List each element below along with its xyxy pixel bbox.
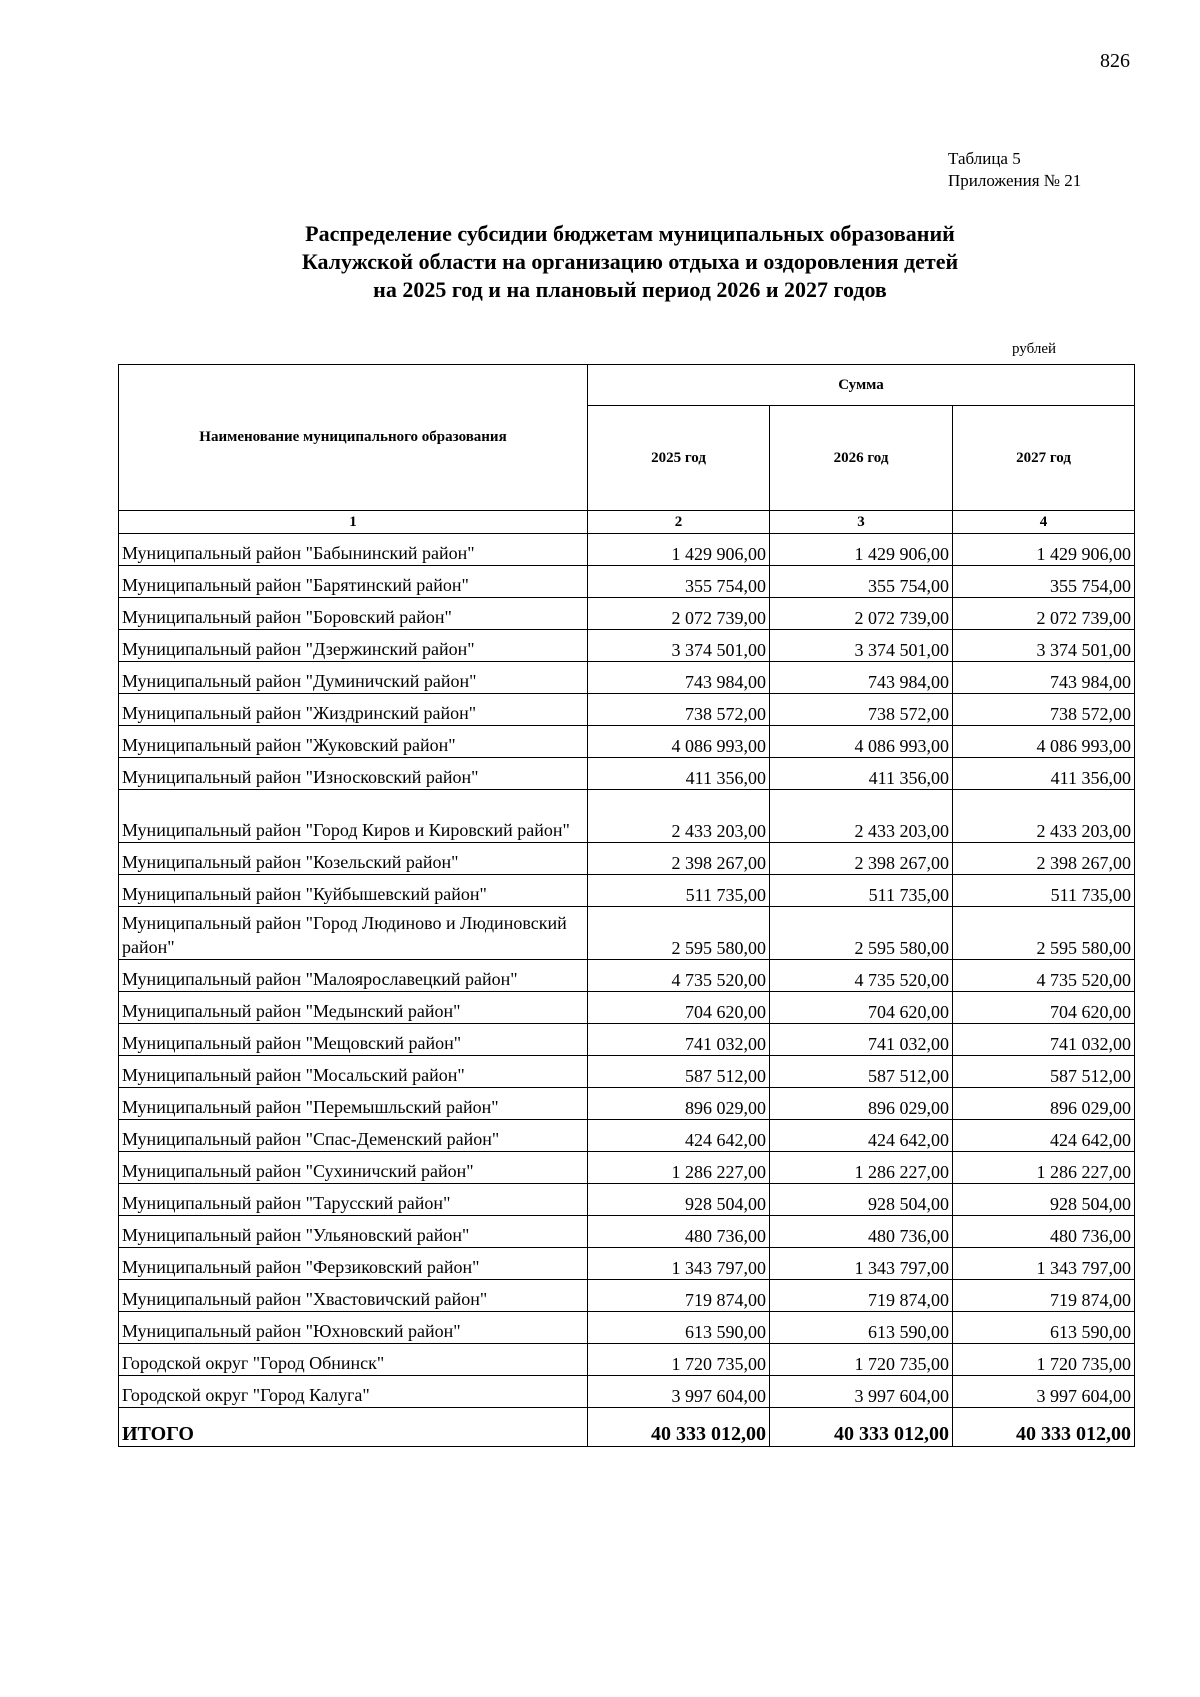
title-line-1: Распределение субсидии бюджетам муниципальных образований — [305, 221, 955, 246]
total-row — [119, 1408, 1135, 1447]
value-2025: 3 997 604,00 — [588, 1376, 770, 1408]
value-2026: 3 374 501,00 — [770, 630, 953, 662]
value-2025: 355 754,00 — [588, 566, 770, 598]
value-2025: 1 429 906,00 — [588, 534, 770, 566]
value-2027: 1 343 797,00 — [953, 1248, 1135, 1280]
table-row — [119, 1248, 1135, 1280]
table-reference — [948, 148, 1081, 192]
value-2027: 719 874,00 — [953, 1280, 1135, 1312]
value-2027: 355 754,00 — [953, 566, 1135, 598]
municipality-name: Муниципальный район "Барятинский район" — [119, 566, 588, 598]
table-row — [119, 1184, 1135, 1216]
value-2027: 704 620,00 — [953, 992, 1135, 1024]
table-row — [119, 598, 1135, 630]
header-year-2027: 2027 год — [953, 406, 1135, 511]
value-2026: 480 736,00 — [770, 1216, 953, 1248]
value-2027: 4 086 993,00 — [953, 726, 1135, 758]
value-2025: 587 512,00 — [588, 1056, 770, 1088]
value-2025: 2 433 203,00 — [588, 790, 770, 843]
municipality-name: Муниципальный район "Мосальский район" — [119, 1056, 588, 1088]
appendix-number: Приложения № 21 — [948, 171, 1082, 190]
value-2026: 4 735 520,00 — [770, 960, 953, 992]
value-2026: 1 286 227,00 — [770, 1152, 953, 1184]
municipality-name: Муниципальный район "Тарусский район" — [119, 1184, 588, 1216]
value-2027: 3 997 604,00 — [953, 1376, 1135, 1408]
table-row — [119, 726, 1135, 758]
value-2025: 738 572,00 — [588, 694, 770, 726]
table-row — [119, 1120, 1135, 1152]
municipality-name: Муниципальный район "Хвастовичский район" — [119, 1280, 588, 1312]
value-2026: 928 504,00 — [770, 1184, 953, 1216]
table-row — [119, 843, 1135, 875]
value-2026: 3 997 604,00 — [770, 1376, 953, 1408]
table-row — [119, 875, 1135, 907]
value-2026: 738 572,00 — [770, 694, 953, 726]
total-2025: 40 333 012,00 — [588, 1408, 770, 1447]
value-2025: 1 286 227,00 — [588, 1152, 770, 1184]
table-row — [119, 790, 1135, 843]
municipality-name: Городской округ "Город Калуга" — [119, 1376, 588, 1408]
municipality-name: Муниципальный район "Сухиничский район" — [119, 1152, 588, 1184]
value-2027: 613 590,00 — [953, 1312, 1135, 1344]
units-label: рублей — [1012, 341, 1057, 357]
table-row — [119, 534, 1135, 566]
value-2025: 480 736,00 — [588, 1216, 770, 1248]
municipality-name: Муниципальный район "Медынский район" — [119, 992, 588, 1024]
value-2026: 719 874,00 — [770, 1280, 953, 1312]
table-body — [119, 534, 1135, 1408]
value-2026: 2 072 739,00 — [770, 598, 953, 630]
value-2025: 4 735 520,00 — [588, 960, 770, 992]
value-2027: 896 029,00 — [953, 1088, 1135, 1120]
value-2026: 2 433 203,00 — [770, 790, 953, 843]
value-2025: 424 642,00 — [588, 1120, 770, 1152]
value-2025: 2 398 267,00 — [588, 843, 770, 875]
column-number: 3 — [770, 511, 953, 534]
column-number: 4 — [953, 511, 1135, 534]
municipality-name: Муниципальный район "Бабынинский район" — [119, 534, 588, 566]
municipality-name: Муниципальный район "Малоярославецкий район" — [119, 960, 588, 992]
municipality-name: Муниципальный район "Ферзиковский район" — [119, 1248, 588, 1280]
value-2026: 743 984,00 — [770, 662, 953, 694]
value-2027: 480 736,00 — [953, 1216, 1135, 1248]
value-2027: 738 572,00 — [953, 694, 1135, 726]
value-2026: 1 343 797,00 — [770, 1248, 953, 1280]
total-2027: 40 333 012,00 — [953, 1408, 1135, 1447]
value-2026: 2 595 580,00 — [770, 907, 953, 960]
value-2027: 2 072 739,00 — [953, 598, 1135, 630]
value-2025: 719 874,00 — [588, 1280, 770, 1312]
value-2026: 355 754,00 — [770, 566, 953, 598]
value-2026: 587 512,00 — [770, 1056, 953, 1088]
municipality-name: Муниципальный район "Юхновский район" — [119, 1312, 588, 1344]
value-2027: 3 374 501,00 — [953, 630, 1135, 662]
value-2026: 1 720 735,00 — [770, 1344, 953, 1376]
municipality-name: Муниципальный район "Жиздринский район" — [119, 694, 588, 726]
page-number: 826 — [1100, 50, 1130, 72]
table-row — [119, 1376, 1135, 1408]
value-2027: 587 512,00 — [953, 1056, 1135, 1088]
municipality-name: Муниципальный район "Мещовский район" — [119, 1024, 588, 1056]
value-2025: 896 029,00 — [588, 1088, 770, 1120]
table-row — [119, 1216, 1135, 1248]
table-row — [119, 907, 1135, 960]
table-row — [119, 630, 1135, 662]
municipality-name: Муниципальный район "Думиничский район" — [119, 662, 588, 694]
value-2025: 704 620,00 — [588, 992, 770, 1024]
header-sum: Сумма — [588, 365, 1135, 406]
value-2027: 2 398 267,00 — [953, 843, 1135, 875]
value-2025: 411 356,00 — [588, 758, 770, 790]
value-2025: 613 590,00 — [588, 1312, 770, 1344]
value-2026: 896 029,00 — [770, 1088, 953, 1120]
value-2026: 1 429 906,00 — [770, 534, 953, 566]
value-2025: 928 504,00 — [588, 1184, 770, 1216]
value-2027: 424 642,00 — [953, 1120, 1135, 1152]
column-number: 1 — [119, 511, 588, 534]
municipality-name: Муниципальный район "Козельский район" — [119, 843, 588, 875]
header-year-2026: 2026 год — [770, 406, 953, 511]
municipality-name: Муниципальный район "Перемышльский район" — [119, 1088, 588, 1120]
municipality-name: Муниципальный район "Спас-Деменский район" — [119, 1120, 588, 1152]
value-2027: 511 735,00 — [953, 875, 1135, 907]
total-label: ИТОГО — [119, 1408, 588, 1447]
municipality-name: Муниципальный район "Износковский район" — [119, 758, 588, 790]
table-row — [119, 960, 1135, 992]
table-row — [119, 1152, 1135, 1184]
column-number: 2 — [588, 511, 770, 534]
value-2026: 613 590,00 — [770, 1312, 953, 1344]
table-row — [119, 1280, 1135, 1312]
value-2027: 743 984,00 — [953, 662, 1135, 694]
municipality-name: Муниципальный район "Город Людиново и Людиновский район" — [119, 907, 588, 960]
value-2027: 1 286 227,00 — [953, 1152, 1135, 1184]
value-2026: 511 735,00 — [770, 875, 953, 907]
table-row — [119, 566, 1135, 598]
municipality-name: Городской округ "Город Обнинск" — [119, 1344, 588, 1376]
table-row — [119, 1312, 1135, 1344]
value-2026: 704 620,00 — [770, 992, 953, 1024]
header-row — [119, 365, 1135, 406]
value-2026: 2 398 267,00 — [770, 843, 953, 875]
title-line-2: Калужской области на организацию отдыха и оздоровления детей — [301, 249, 959, 274]
municipality-name: Муниципальный район "Город Киров и Кировский район" — [119, 790, 588, 843]
table-row — [119, 694, 1135, 726]
value-2027: 928 504,00 — [953, 1184, 1135, 1216]
header-year-2025: 2025 год — [588, 406, 770, 511]
value-2025: 511 735,00 — [588, 875, 770, 907]
table-row — [119, 662, 1135, 694]
value-2025: 1 343 797,00 — [588, 1248, 770, 1280]
document-title — [120, 220, 1140, 304]
value-2025: 3 374 501,00 — [588, 630, 770, 662]
value-2025: 1 720 735,00 — [588, 1344, 770, 1376]
value-2027: 1 429 906,00 — [953, 534, 1135, 566]
subsidy-table — [118, 364, 1135, 1447]
title-line-3: на 2025 год и на плановый период 2026 и 2027 годов — [373, 277, 887, 302]
table-row — [119, 1344, 1135, 1376]
municipality-name: Муниципальный район "Ульяновский район" — [119, 1216, 588, 1248]
value-2027: 741 032,00 — [953, 1024, 1135, 1056]
municipality-name: Муниципальный район "Куйбышевский район" — [119, 875, 588, 907]
value-2027: 1 720 735,00 — [953, 1344, 1135, 1376]
value-2025: 4 086 993,00 — [588, 726, 770, 758]
municipality-name: Муниципальный район "Жуковский район" — [119, 726, 588, 758]
value-2027: 2 595 580,00 — [953, 907, 1135, 960]
table-row — [119, 1088, 1135, 1120]
table-number: Таблица 5 — [948, 149, 1021, 168]
value-2027: 411 356,00 — [953, 758, 1135, 790]
table-row — [119, 1056, 1135, 1088]
total-2026: 40 333 012,00 — [770, 1408, 953, 1447]
value-2026: 741 032,00 — [770, 1024, 953, 1056]
table-row — [119, 992, 1135, 1024]
column-numbers-row — [119, 511, 1135, 534]
value-2026: 4 086 993,00 — [770, 726, 953, 758]
value-2025: 741 032,00 — [588, 1024, 770, 1056]
value-2025: 2 595 580,00 — [588, 907, 770, 960]
municipality-name: Муниципальный район "Боровский район" — [119, 598, 588, 630]
value-2025: 743 984,00 — [588, 662, 770, 694]
value-2027: 4 735 520,00 — [953, 960, 1135, 992]
value-2027: 2 433 203,00 — [953, 790, 1135, 843]
table-row — [119, 758, 1135, 790]
municipality-name: Муниципальный район "Дзержинский район" — [119, 630, 588, 662]
table-row — [119, 1024, 1135, 1056]
value-2025: 2 072 739,00 — [588, 598, 770, 630]
value-2026: 424 642,00 — [770, 1120, 953, 1152]
header-municipality-name: Наименование муниципального образования — [119, 365, 588, 511]
value-2026: 411 356,00 — [770, 758, 953, 790]
